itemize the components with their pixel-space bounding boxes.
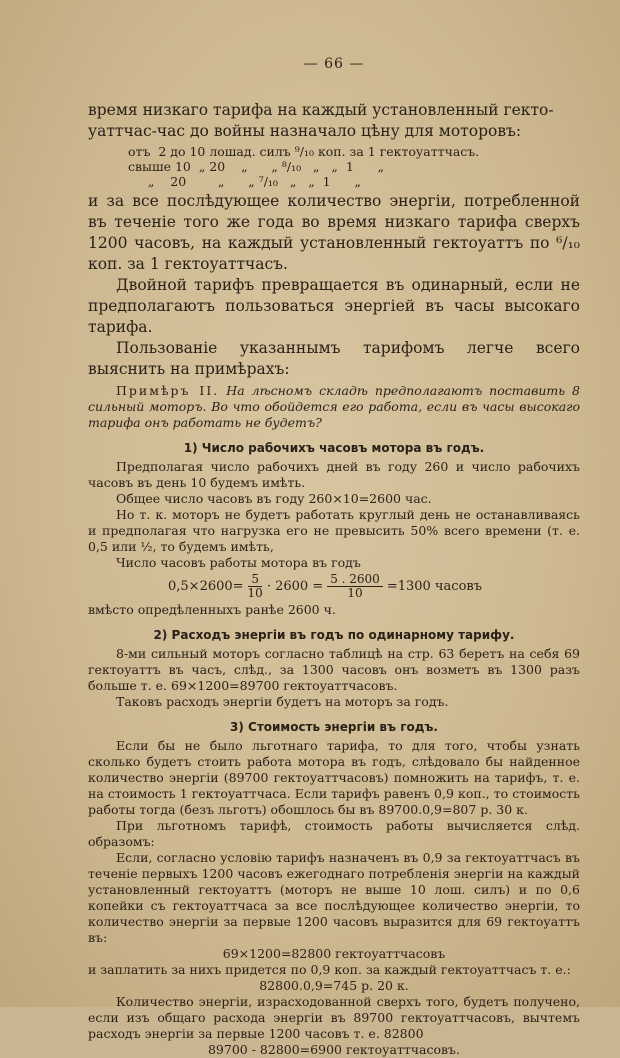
tariff-table	[128, 144, 580, 189]
formula-right: =1300 часовъ	[386, 579, 482, 594]
section-1-p2: Общее число часовъ въ году 260×10=2600 час.	[116, 491, 432, 506]
tariff-row: свыше 10 „ 20 „ „ ⁸/₁₀ „ „ 1 „	[128, 159, 385, 174]
section-3-p3: Если, согласно условію тарифъ назначенъ въ 0,9 за гектоуаттчасъ въ теченіе первыхъ 1200 часовъ ежегоднаго потребленія энергіи на каждый установленный гектоуаттъ (моторъ не выше 10 лош. силъ) и по 0,6 копейки съ гектоуаттчаса за все послѣдующее количество энергіи, то количество энергіи за первые 1200 часовъ выразится для 69 гектоуаттъ въ:	[88, 850, 580, 945]
fraction-2	[327, 573, 383, 600]
calc-2: 82800.0,9=745 р. 20 к.	[259, 978, 409, 993]
formula	[168, 573, 580, 600]
intro-line-1: время низкаго тарифа на каждый установленный гекто-	[88, 101, 554, 119]
section-3-p5: Количество энергіи, израсходованной сверхъ того, будетъ получено, если изъ общаго расхода энергіи въ 89700 гектоуаттчасовъ, вычтемъ расходъ энергіи за первые 1200 часовъ т. е. 82800	[88, 994, 580, 1041]
tariff-row: отъ 2 до 10 лошад. силъ ⁹/₁₀ коп. за 1 гектоуаттчасъ.	[128, 144, 480, 159]
section-1-p3: Но т. к. моторъ не будетъ работать круглый день не останавливаясь и предполагая что нагрузка его не превысить 50% всего времени (т. е. 0,5 или ½, то будемъ имѣть,	[88, 507, 580, 554]
example-text: На лѣсномъ складѣ предполагаютъ поставить 8 сильный моторъ. Во что обойдется его работа, если въ часы высокаго тарифа онъ работать не будетъ?	[88, 383, 580, 430]
section-2-p1: 8-ми сильный моторъ согласно таблицѣ на стр. 63 беретъ на себя 69 гектоуаттъ въ часъ, слѣд., за 1300 часовъ онъ возметъ въ 1300 разъ больше т. е. 69×1200=89700 гектоуаттчасовъ.	[88, 646, 580, 693]
fraction-1-denominator: 10	[247, 586, 263, 600]
section-3-p1: Если бы не было льготнаго тарифа, то для того, чтобы узнать сколько будетъ стоить работа мотора въ годъ, слѣдовало бы найденное количество энергіи (89700 гектоуаттчасовъ) помножить на тарифъ, т. е. на стоимость 1 гектоуаттчаса. Если тарифъ равенъ 0,9 коп., то стоимость работы тогда (безъ льготъ) обошлось бы въ 89700.0,9=807 р. 30 к.	[88, 738, 580, 817]
calc-1: 69×1200=82800 гектоуаттчасовъ	[222, 946, 446, 961]
section-1-p4: Число часовъ работы мотора въ годъ	[116, 555, 361, 570]
section-1-p1: Предполагая число рабочихъ дней въ году 260 и число рабочихъ часовъ въ день 10 будемъ имѣть.	[88, 459, 580, 490]
example-label: Примѣръ II.	[116, 383, 220, 398]
section-3-p2: При льготномъ тарифѣ, стоимость работы вычисляется слѣд. образомъ:	[88, 818, 580, 849]
fraction-1	[248, 573, 263, 600]
intro-line-2: уаттчас-час до войны назначало цѣну для моторовъ:	[88, 122, 522, 140]
fraction-2-denominator: 10	[347, 586, 363, 600]
paragraph-3: Пользованіе указаннымъ тарифомъ легче всего выяснить на примѣрахъ:	[88, 339, 580, 378]
section-1-heading: 1) Число рабочихъ часовъ мотора въ годъ.	[183, 441, 485, 455]
formula-mid: · 2600 =	[266, 579, 324, 594]
section-2-p2: Таковъ расходъ энергіи будетъ на моторъ за годъ.	[116, 694, 449, 709]
page-number: — 66 —	[303, 56, 365, 72]
fraction-1-numerator: 5	[248, 573, 262, 587]
section-3-heading: 3) Стоимость энергіи въ годъ.	[230, 720, 438, 734]
section-3-p4: и заплатить за нихъ придется по 0,9 коп. за каждый гектоуаттчасъ т. е.:	[88, 962, 571, 977]
tariff-row: „ 20 „ „ ⁷/₁₀ „ „ 1 „	[128, 174, 361, 189]
formula-left: 0,5×2600=	[168, 579, 244, 594]
paragraph-1: и за все послѣдующее количество энергіи, потребленной въ теченіе того же года во время низкаго тарифа сверхъ 1200 часовъ, на каждый установленный гектоуаттъ по ⁶/₁₀ коп. за 1 гектоуаттчасъ.	[88, 192, 580, 273]
calc-3: 89700 - 82800=6900 гектоуаттчасовъ.	[207, 1042, 460, 1057]
section-2-heading: 2) Расходъ энергіи въ годъ по одинарному тарифу.	[153, 628, 515, 642]
fraction-2-numerator: 5 . 2600	[327, 573, 383, 587]
section-1-p5: вмѣсто опредѣленныхъ ранѣе 2600 ч.	[88, 602, 336, 617]
paragraph-2: Двойной тарифъ превращается въ одинарный, если не предполагаютъ пользоваться энергіей въ часы высокаго тарифа.	[88, 276, 580, 336]
example-paragraph	[88, 383, 580, 431]
